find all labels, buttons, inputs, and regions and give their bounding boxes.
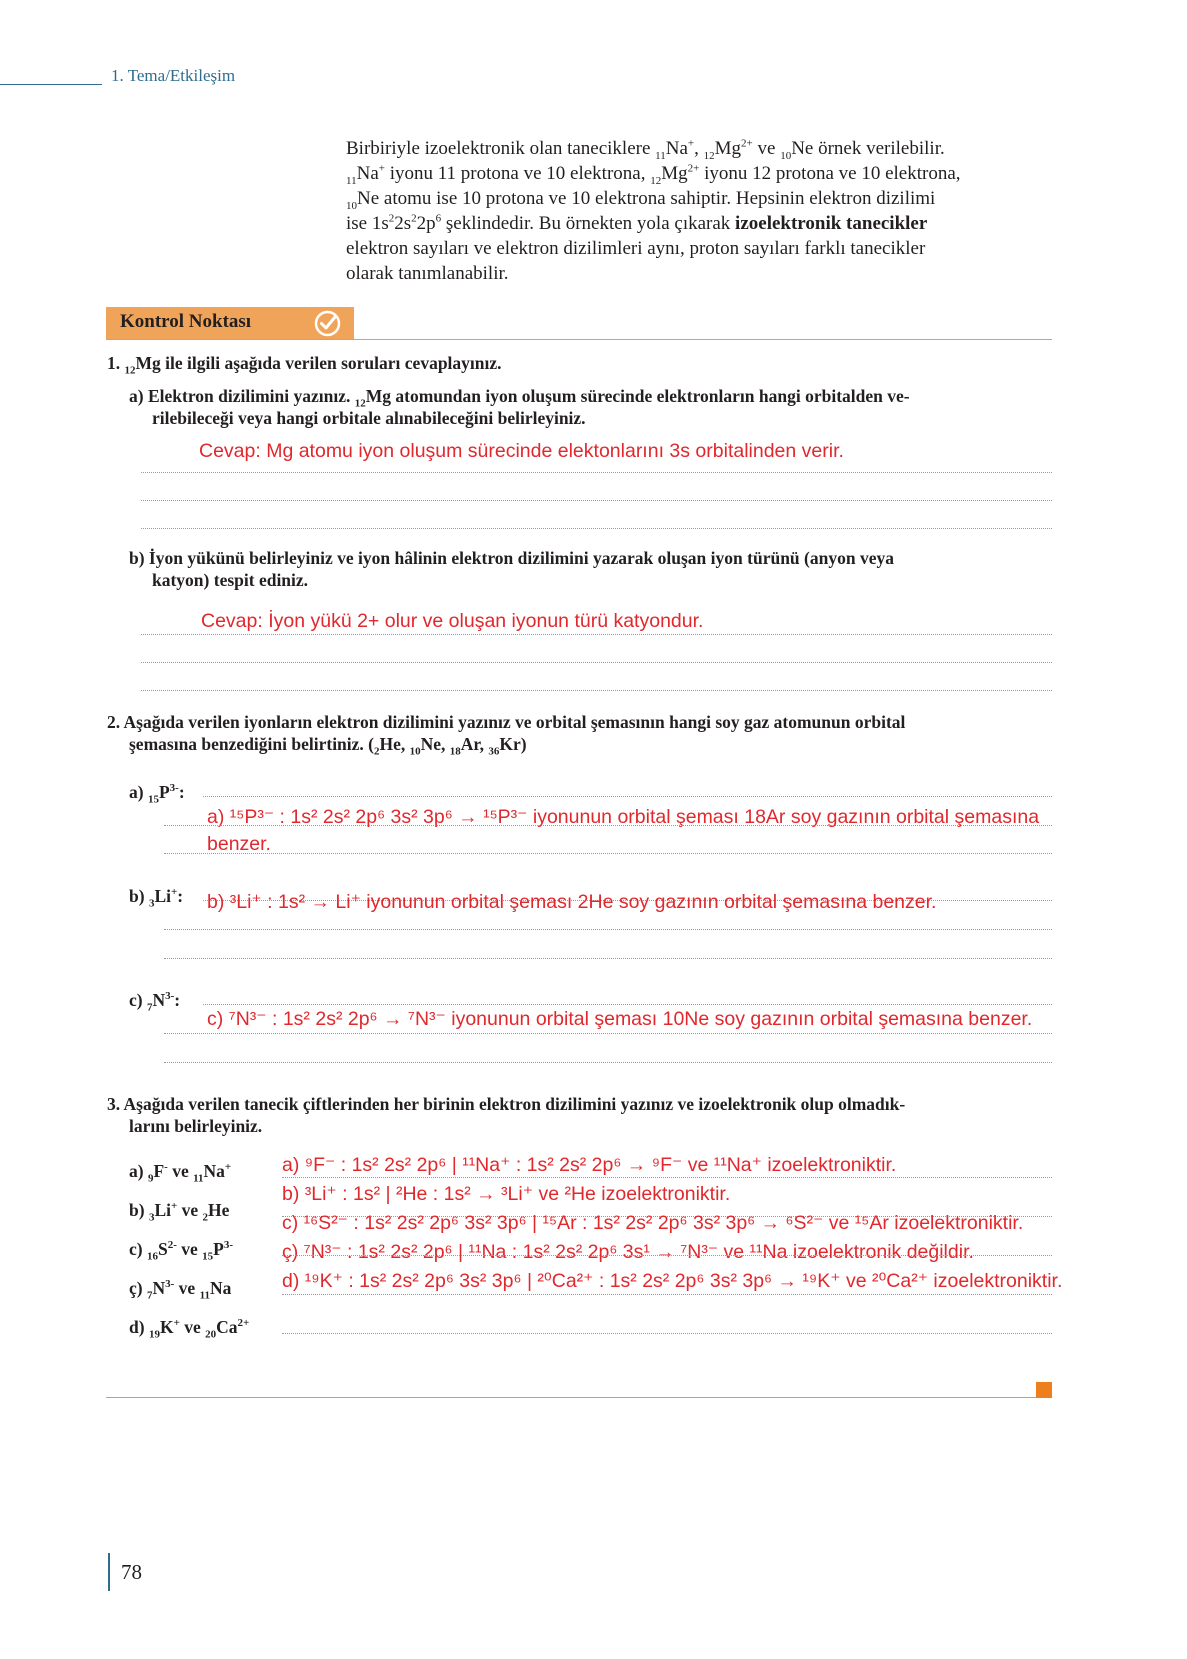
answer-line — [164, 958, 1052, 959]
page-number: 78 — [121, 1560, 142, 1584]
answer-line — [282, 1255, 1052, 1256]
q3-answer-b: b) ³Li⁺ : 1s² | ²He : 1s² → ³Li⁺ ve ²He izoelektroniktir. — [282, 1183, 731, 1205]
q1a-prompt: a) Elektron dizilimini yazınız. $_{12}$Mg atomundan iyon oluşum sürecinde elektronların hangi orbitalden ve- rilebileceği veya hangi orbitale alınabileceğini belirleyiniz. — [129, 386, 910, 428]
q3-title: 3. Aşağıda verilen tanecik çiftlerinden her birinin elektron dizilimini yazınız ve izoelektronik olup olmadık- larını belirleyiniz. — [107, 1094, 906, 1136]
q1b-answer: Cevap: İyon yükü 2+ olur ve oluşan iyonun türü katyondur. — [201, 610, 704, 632]
answer-line — [141, 528, 1052, 529]
intro-line-3: $_{10}$Ne atomu ise 10 protona ve 10 elektrona sahiptir. Hepsinin elektron dizilimi — [346, 188, 936, 212]
intro-line-5: elektron sayıları ve elektron dizilimleri aynı, proton sayıları farklı tanecikler — [346, 238, 926, 259]
answer-line — [203, 796, 1052, 797]
answer-line — [164, 1033, 1052, 1034]
intro-paragraph — [346, 136, 1050, 286]
answer-line — [141, 472, 1052, 473]
answer-line — [141, 662, 1052, 663]
answer-line — [282, 1294, 1052, 1295]
kontrol-noktasi-title: Kontrol Noktası — [120, 311, 252, 332]
kontrol-noktasi-rule — [106, 339, 1052, 340]
q3-answer-a: a) ⁹F⁻ : 1s² 2s² 2p⁶ | ¹¹Na⁺ : 1s² 2s² 2p⁶ → ⁹F⁻ ve ¹¹Na⁺ izoelektroniktir. — [282, 1154, 897, 1176]
header-rule — [0, 84, 102, 85]
answer-line — [164, 1062, 1052, 1063]
chapter-title: 1. Tema/Etkileşim — [111, 66, 236, 85]
q1b-prompt: b) İyon yükünü belirleyiniz ve iyon hâlinin elektron dizilimini yazarak oluşan iyon türünü (anyon veya katyon) tespit ediniz. — [129, 548, 894, 590]
q2b-label: b) $_3$Li+: — [129, 886, 184, 910]
q2a-answer-line2: benzer. — [207, 833, 271, 855]
q3-pair-c: c) $_{16}S^{2-}$ ve $_{15}P^{3-}$ — [129, 1239, 234, 1263]
answer-line — [141, 500, 1052, 501]
q2-title: 2. Aşağıda verilen iyonların elektron dizilimini yazınız ve orbital şemasının hangi soy gaz atomunun orbital şemasına benzediğini belirtiniz. ($_2He$, $_{10}$Ne, $_{18}$Ar, $_{36}$Kr) — [107, 712, 906, 758]
q1-title: 1. $_{12}$Mg ile ilgili aşağıda verilen soruları cevaplayınız. — [107, 353, 502, 377]
answer-line — [141, 690, 1052, 691]
section-end-marker — [1036, 1382, 1052, 1398]
q3-pair-cc: ç) $_7N^{3-}$ ve $_{11}$Na — [129, 1278, 232, 1302]
intro-line-4: ise $1s^22s^22p^6$ şeklindedir. Bu örnekten yola çıkarak izoelektronik tanecikler — [346, 212, 928, 234]
q3-pair-b: b) $_3$Li+ ve $_2$He — [129, 1200, 230, 1224]
q1a-answer: Cevap: Mg atomu iyon oluşum sürecinde elektonlarını 3s orbitalinden verir. — [199, 440, 844, 462]
intro-line-2: $_{11}$Na+ iyonu 11 protona ve 10 elektrona, $_{12}Mg^{2+}$ iyonu 12 protona ve 10 elektrona, — [346, 162, 961, 187]
q3-answer-cc: ç) ⁷N³⁻ : 1s² 2s² 2p⁶ | ¹¹Na : 1s² 2s² 2p⁶ 3s¹ → ⁷N³⁻ ve ¹¹Na izoelektronik değildir. — [282, 1241, 974, 1263]
answer-line — [282, 1177, 1052, 1178]
q2a-answer-line1: a) ¹⁵P³⁻ : 1s² 2s² 2p⁶ 3s² 3p⁶ → ¹⁵P³⁻ iyonunun orbital şeması 18Ar soy gazının orbital şemasına — [207, 806, 1040, 828]
intro-line-6: olarak tanımlanabilir. — [346, 263, 509, 284]
q3-pair-d: d) $_{19}$K+ ve $_{20}Ca^{2+}$ — [129, 1317, 250, 1341]
q2c-answer: c) ⁷N³⁻ : 1s² 2s² 2p⁶ → ⁷N³⁻ iyonunun orbital şeması 10Ne soy gazının orbital şemasına benzer. — [207, 1008, 1033, 1030]
q3-answer-d: d) ¹⁹K⁺ : 1s² 2s² 2p⁶ 3s² 3p⁶ | ²⁰Ca²⁺ : 1s² 2s² 2p⁶ 3s² 3p⁶ → ¹⁹K⁺ ve ²⁰Ca²⁺ izoelektroniktir. — [282, 1270, 1063, 1292]
answer-line — [203, 1004, 1052, 1005]
answer-line — [164, 929, 1052, 930]
q2a-label: a) $_{15}P^{3-}$: — [129, 782, 185, 806]
q3-answer-c: c) ¹⁶S²⁻ : 1s² 2s² 2p⁶ 3s² 3p⁶ | ¹⁵Ar : 1s² 2s² 2p⁶ 3s² 3p⁶ → ⁶S²⁻ ve ¹⁵Ar izoelektroniktir. — [282, 1212, 1024, 1234]
q2b-answer: b) ³Li⁺ : 1s² → Li⁺ iyonunun orbital şeması 2He soy gazının orbital şemasına benzer. — [207, 891, 937, 913]
check-circle-icon — [314, 310, 341, 337]
q2c-label: c) $_7N^{3-}$: — [129, 990, 181, 1014]
answer-line — [282, 1333, 1052, 1334]
answer-line — [164, 825, 1052, 826]
section-end-rule — [106, 1397, 1046, 1398]
answer-line — [141, 634, 1052, 635]
answer-line — [164, 853, 1052, 854]
page-number-bar — [108, 1553, 110, 1591]
q3-pair-a: a) $_9$F- ve $_{11}$Na+ — [129, 1161, 232, 1185]
intro-line-1: Birbiriyle izoelektronik olan taneciklere $_{11}$Na+, $_{12}Mg^{2+}$ ve $_{10}$Ne örnek verilebilir. — [346, 137, 945, 162]
